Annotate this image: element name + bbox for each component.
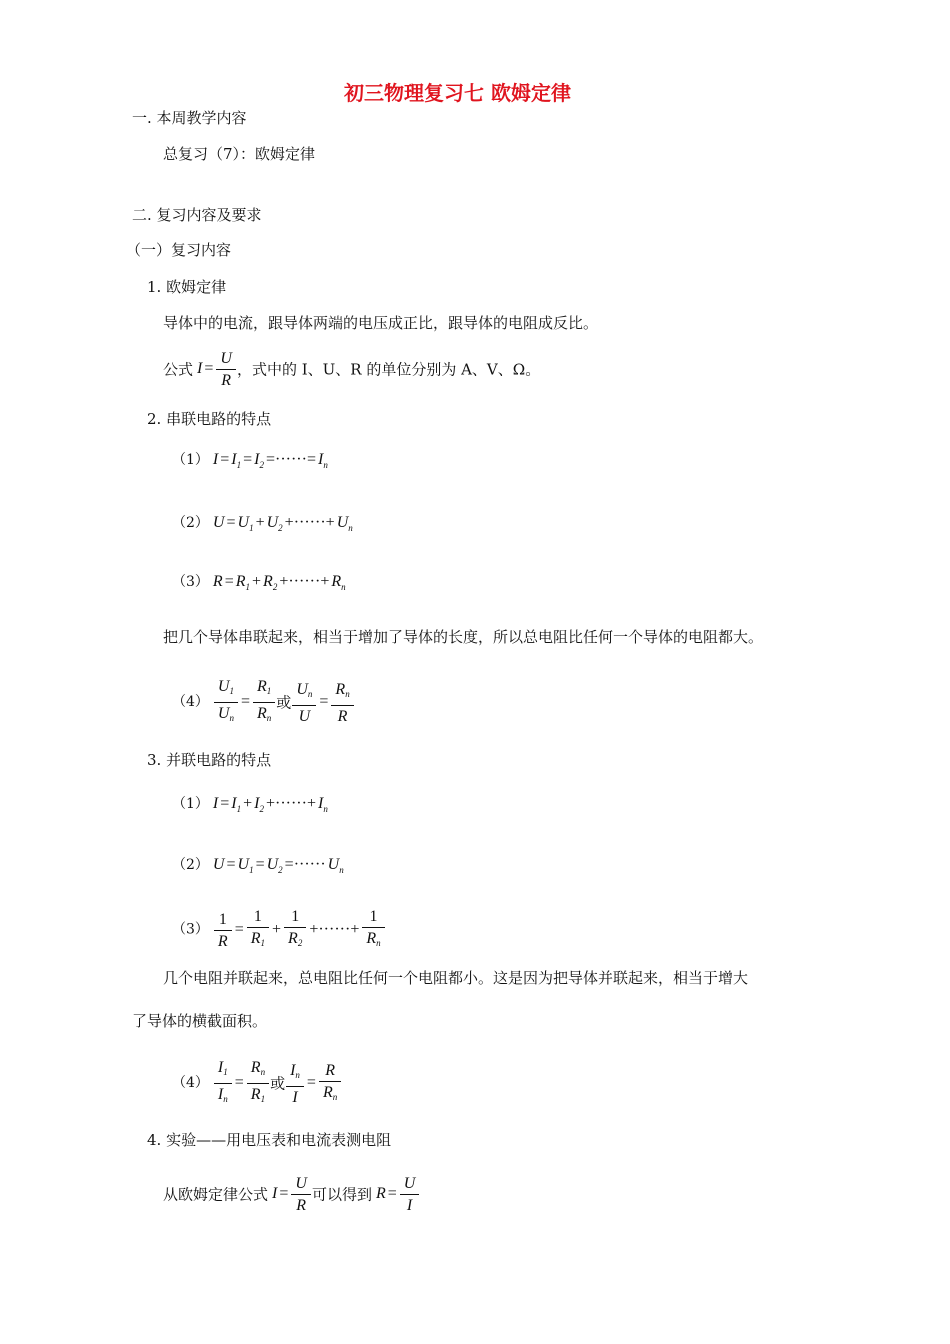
formula-prefix: 公式 xyxy=(163,360,194,379)
parallel-note-line-1: 几个电阻并联起来，总电阻比任何一个电阻都小。这是因为把导体并联起来，相当于增大 xyxy=(163,969,749,987)
parallel-note-line-2: 了导体的横截面积。 xyxy=(132,1012,268,1030)
experiment-formula-line: 从欧姆定律公式 I = $\frac{U}{R}$ 可以得到 R = $\frac{U}{I}$ xyxy=(163,1174,420,1215)
formula-lhs: I xyxy=(197,360,203,378)
section-1-content: 总复习（7）：欧姆定律 xyxy=(163,145,316,163)
parallel-heading: 3. 并联电路的特点 xyxy=(147,751,272,769)
series-heading: 2. 串联电路的特点 xyxy=(147,410,272,428)
series-eq-4: （4） $\frac{U_1}{U_n}$ = $\frac{R_1}{R_n}$ 或 $\frac{U_n}{U}$ = $\frac{R_n}{R}$ xyxy=(172,677,355,728)
section-1-heading: 一. 本周教学内容 xyxy=(132,109,247,127)
parallel-eq-4: （4） $\frac{I_1}{I_n}$ = $\frac{R_n}{R_1}$ 或 $\frac{I_n}{I}$ = $\frac{R}{R_n}$ xyxy=(172,1058,342,1109)
parallel-eq-3: （3） $\frac{1}{R}$ = $\frac{1}{R_1}$ + $\frac{1}{R_2}$ +······+ $\frac{1}{R_n}$ xyxy=(172,907,386,953)
parallel-eq-1: （1） $I = I_1 + I_2$ +······+ $I_n$ xyxy=(172,795,328,814)
ohm-formula-line: 公式 I = $\frac{U}{R}$ ，式中的 I、U、R 的单位分别为 A、V、Ω。 xyxy=(163,350,541,389)
experiment-heading: 4. 实验——用电压表和电流表测电阻 xyxy=(147,1131,392,1149)
section-2-heading: 二. 复习内容及要求 xyxy=(132,206,262,224)
ohm-fraction: $\frac{U}{R}$ xyxy=(216,349,236,390)
subsection-heading: （一）复习内容 xyxy=(126,241,232,259)
parallel-eq-2: （2） $U = U_1 = U_2$ =······ $U_n$ xyxy=(172,856,344,875)
ohm-statement: 导体中的电流，跟导体两端的电压成正比，跟导体的电阻成反比。 xyxy=(163,314,599,332)
series-eq-2: （2） $U = U_1 + U_2$ +······+ $U_n$ xyxy=(172,514,353,533)
page-title: 初三物理复习七 欧姆定律 xyxy=(344,81,571,105)
ohm-heading: 1. 欧姆定律 xyxy=(147,278,227,296)
series-eq-1: （1） $I = I_1 = I_2$ =······= $I_n$ xyxy=(172,451,328,470)
series-eq-3: （3） $R = R_1 + R_2$ +······+ $R_n$ xyxy=(172,573,346,592)
formula-suffix: ，式中的 I、U、R 的单位分别为 A、V、Ω。 xyxy=(236,360,541,379)
series-note: 把几个导体串联起来，相当于增加了导体的长度，所以总电阻比任何一个导体的电阻都大。 xyxy=(163,628,764,646)
